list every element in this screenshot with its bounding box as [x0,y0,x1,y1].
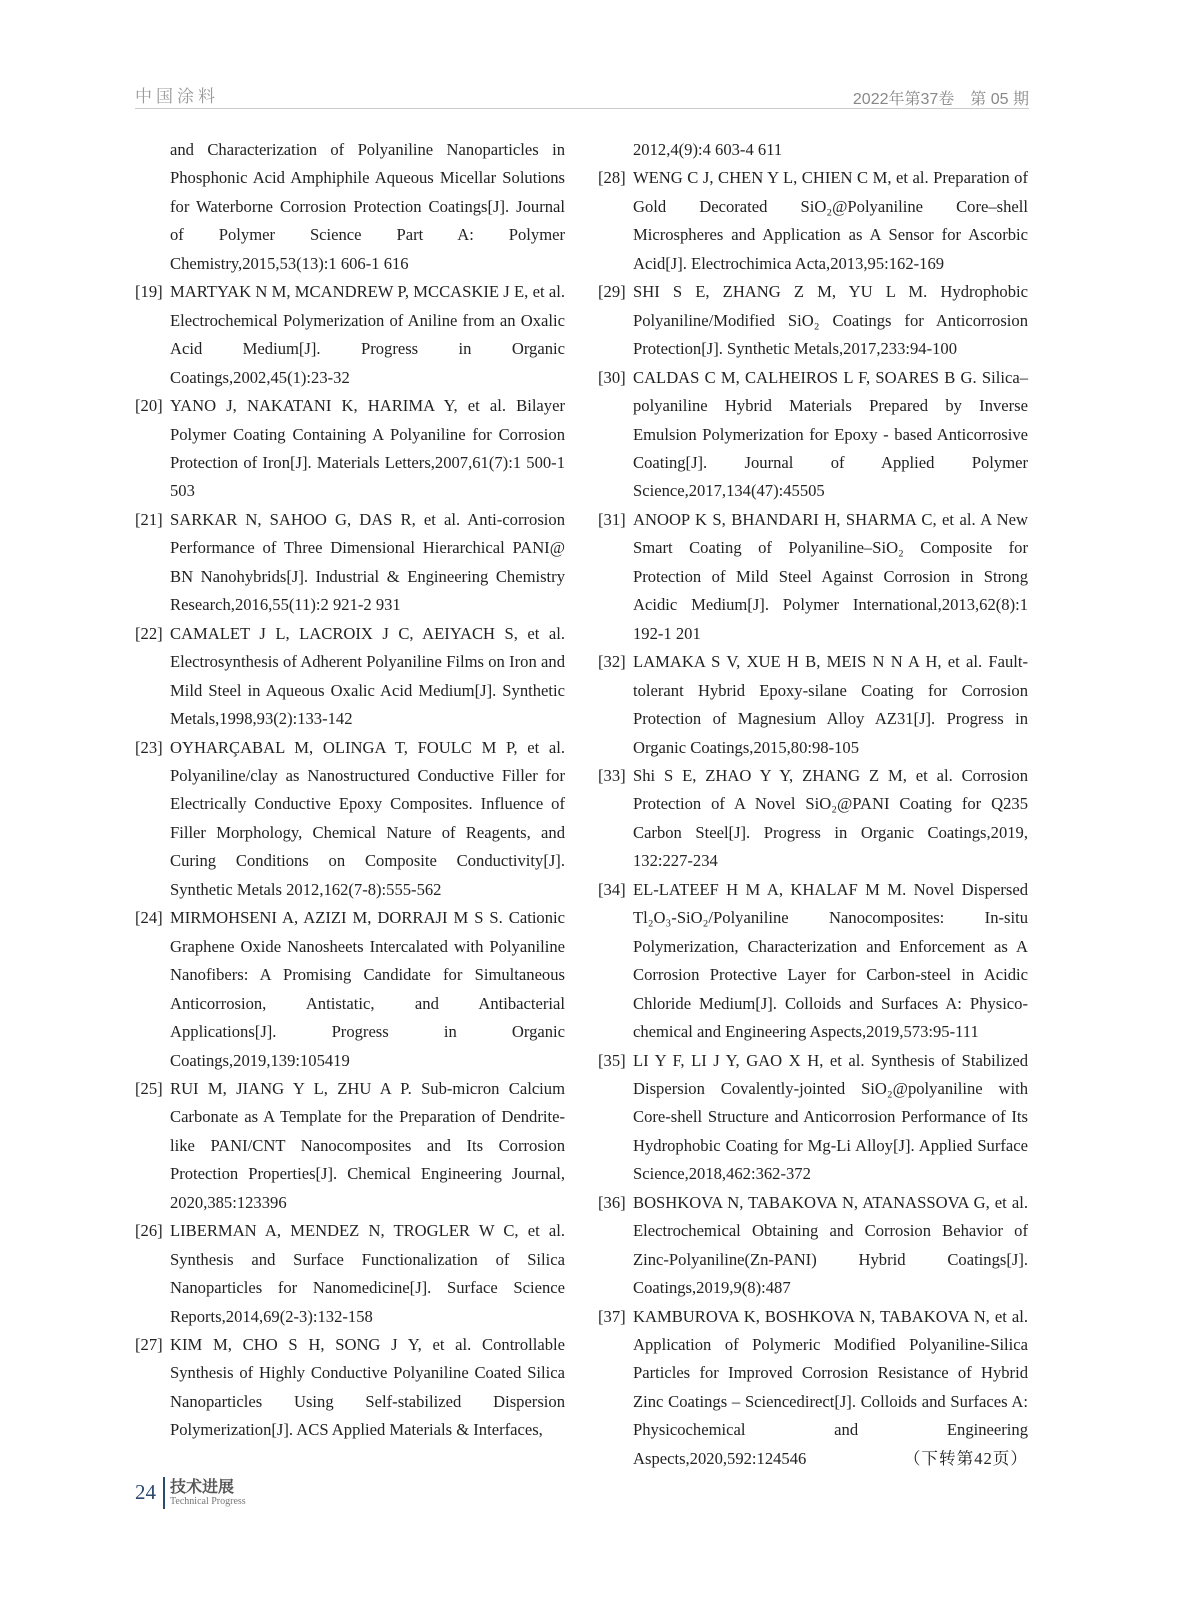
reference-text: SHI S E, ZHANG Z M, YU L M. Hydrophobic Polyaniline/Modified SiO₂ Coatings for Anticorrosion Protection[J]. Synthetic Metals,2017,233:94-100 [633,282,1028,359]
reference-text: CAMALET J L, LACROIX J C, AEIYACH S, et al. Electrosynthesis of Adherent Polyaniline Films on Iron and Mild Steel in Aqueous Oxalic Acid Medium[J]. Synthetic Metals,1998,93(2):133-142 [170,623,565,729]
reference-item [135,620,565,734]
reference-number: [25] [135,1078,163,1098]
journal-name: 中国涂料 [135,87,219,107]
reference-text: EL-LATEEF H M A, KHALAF M M. Novel Dispersed Tl₂O₃-SiO₂/Polyaniline Nanocomposites: In-situ Polymerization, Characterization and Enforcement as A Corrosion Protective Layer for Carbon-steel in Acidic Chloride Medium[J]. Colloids and Surfaces A: Physico-chemical and Engineering Aspects,2019,573:95-111 [633,879,1028,1042]
reference-item [598,1047,1028,1189]
continued-note: （下转第42页） [903,1448,1028,1468]
reference-item [598,164,1028,278]
reference-text: KIM M, CHO S H, SONG J Y, et al. Controllable Synthesis of Highly Conductive Polyaniline Coated Silica Nanoparticles Using Self-stabilized Dispersion Polymerization[J]. ACS Applied Materials & Interfaces, [170,1335,565,1440]
reference-text: BOSHKOVA N, TABAKOVA N, ATANASSOVA G, et al. Electrochemical Obtaining and Corrosion Behavior of Zinc-Polyaniline(Zn-PANI) Hybrid Coatings[J]. Coatings,2019,9(8):487 [633,1192,1028,1298]
reference-number: [28] [598,168,626,188]
reference-number: [30] [598,367,626,387]
reference-number: [36] [598,1192,626,1212]
reference-item [135,904,565,1075]
reference-item [598,278,1028,363]
reference-item [598,506,1028,648]
reference-text: LIBERMAN A, MENDEZ N, TROGLER W C, et al. Synthesis and Surface Functionalization of Silica Nanoparticles for Nanomedicine[J]. Surface Science Reports,2014,69(2-3):132-158 [170,1221,565,1326]
reference-item [135,278,565,392]
right-column [598,136,1028,1473]
reference-text: SARKAR N, SAHOO G, DAS R, et al. Anti-corrosion Performance of Three Dimensional Hierarchical PANI@ BN Nanohybrids[J]. Industrial & Engineering Chemistry Research,2016,55(11):2 921-2 931 [170,509,565,615]
reference-text: LI Y F, LI J Y, GAO X H, et al. Synthesis of Stabilized Dispersion Covalently-jointed SiO₂@polyaniline with Core-shell Structure and Anticorrosion Performance of Its Hydrophobic Coating for Mg-Li Alloy[J]. Applied Surface Science,2018,462:362-372 [633,1050,1028,1184]
reference-number: [33] [598,765,626,785]
reference-item [135,1331,565,1445]
footer-divider [163,1477,165,1509]
reference-number: [24] [135,908,163,928]
reference-number: [31] [598,509,626,529]
reference-text: KAMBUROVA K, BOSHKOVA N, TABAKOVA N, et al. Application of Polymeric Modified Polyaniline-Silica Particles for Improved Corrosion Resistance of Hybrid Zinc Coatings – Sciencedirect[J]. Colloids and Surfaces A: Physicochemical and Engineering Aspects,2020,592:124546 [633,1306,1028,1468]
reference-item [598,1189,1028,1303]
reference-number: [29] [598,282,626,302]
reference-number: [35] [598,1050,626,1070]
reference-item [598,762,1028,876]
reference-item [598,1303,1028,1474]
reference-text: ANOOP K S, BHANDARI H, SHARMA C, et al. A New Smart Coating of Polyaniline–SiO₂ Composite for Protection of Mild Steel Against Corrosion in Strong Acidic Medium[J]. Polymer International,2013,62(8):1 192-1 201 [633,509,1028,643]
reference-number: [22] [135,623,163,643]
reference-item [135,506,565,620]
reference-text: YANO J, NAKATANI K, HARIMA Y, et al. Bilayer Polymer Coating Containing A Polyaniline for Corrosion Protection of Iron[J]. Materials Letters,2007,61(7):1 500-1 503 [170,396,565,501]
left-column [135,136,565,1445]
reference-number: [26] [135,1221,163,1241]
reference-text: MARTYAK N M, MCANDREW P, MCCASKIE J E, et al. Electrochemical Polymerization of Aniline from an Oxalic Acid Medium[J]. Progress in Organic Coatings,2002,45(1):23-32 [170,282,565,387]
reference-item [598,648,1028,762]
reference-item [135,392,565,506]
reference-text: RUI M, JIANG Y L, ZHU A P. Sub-micron Calcium Carbonate as A Template for the Preparation of Dendrite-like PANI/CNT Nanocomposites and Its Corrosion Protection Properties[J]. Chemical Engineering Journal, 2020,385:123396 [170,1078,565,1212]
reference-number: [21] [135,509,163,529]
reference-item [135,1217,565,1331]
reference-number: [23] [135,737,163,757]
reference-text: WENG C J, CHEN Y L, CHIEN C M, et al. Preparation of Gold Decorated SiO₂@Polyaniline Core–shell Microspheres and Application as A Sensor for Ascorbic Acid[J]. Electrochimica Acta,2013,95:162-169 [633,168,1028,273]
reference-text: LAMAKA S V, XUE H B, MEIS N N A H, et al. Fault-tolerant Hybrid Epoxy-silane Coating for Corrosion Protection of Magnesium Alloy AZ31[J]. Progress in Organic Coatings,2015,80:98-105 [633,652,1028,757]
section-title-cn: 技术进展 [170,1477,235,1496]
reference-continuation: and Characterization of Polyaniline Nanoparticles in Phosphonic Acid Amphiphile Aqueous Micellar Solutions for Waterborne Corrosion Protection Coatings[J]. Journal of Polymer Science Part A: Polymer Chemistry,2015,53(13):1 606-1 616 [170,140,565,273]
section-title-en: Technical Progress [170,1496,246,1507]
page-number: 24 [135,1480,156,1504]
reference-number: [19] [135,282,163,302]
reference-continuation: 2012,4(9):4 603-4 611 [633,140,783,159]
reference-number: [37] [598,1306,626,1326]
reference-item [598,364,1028,506]
reference-text: MIRMOHSENI A, AZIZI M, DORRAJI M S S. Cationic Graphene Oxide Nanosheets Intercalated with Polyaniline Nanofibers: A Promising Candidate for Simultaneous Anticorrosion, Antistatic, and Antibacterial Applications[J]. Progress in Organic Coatings,2019,139:105419 [170,908,565,1070]
reference-text: OYHARÇABAL M, OLINGA T, FOULC M P, et al. Polyaniline/clay as Nanostructured Conductive Filler for Electrically Conductive Epoxy Composites. Influence of Filler Morphology, Chemical Nature of Reagents, and Curing Conditions on Composite Conductivity[J]. Synthetic Metals 2012,162(7-8):555-562 [170,737,565,899]
reference-text: Shi S E, ZHAO Y Y, ZHANG Z M, et al. Corrosion Protection of A Novel SiO₂@PANI Coating for Q235 Carbon Steel[J]. Progress in Organic Coatings,2019, 132:227-234 [633,765,1028,871]
reference-number: [34] [598,879,626,899]
reference-item [135,734,565,905]
issue-info: 2022年第37卷 第 05 期 [852,91,1029,108]
header-divider [135,108,1029,109]
reference-number: [20] [135,396,163,416]
reference-number: [27] [135,1335,163,1355]
reference-item [135,1075,565,1217]
reference-text: CALDAS C M, CALHEIROS L F, SOARES B G. Silica–polyaniline Hybrid Materials Prepared by Inverse Emulsion Polymerization for Epoxy - based Anticorrosive Coating[J]. Journal of Applied Polymer Science,2017,134(47):45505 [633,367,1028,501]
reference-number: [32] [598,652,626,672]
reference-item [598,876,1028,1047]
